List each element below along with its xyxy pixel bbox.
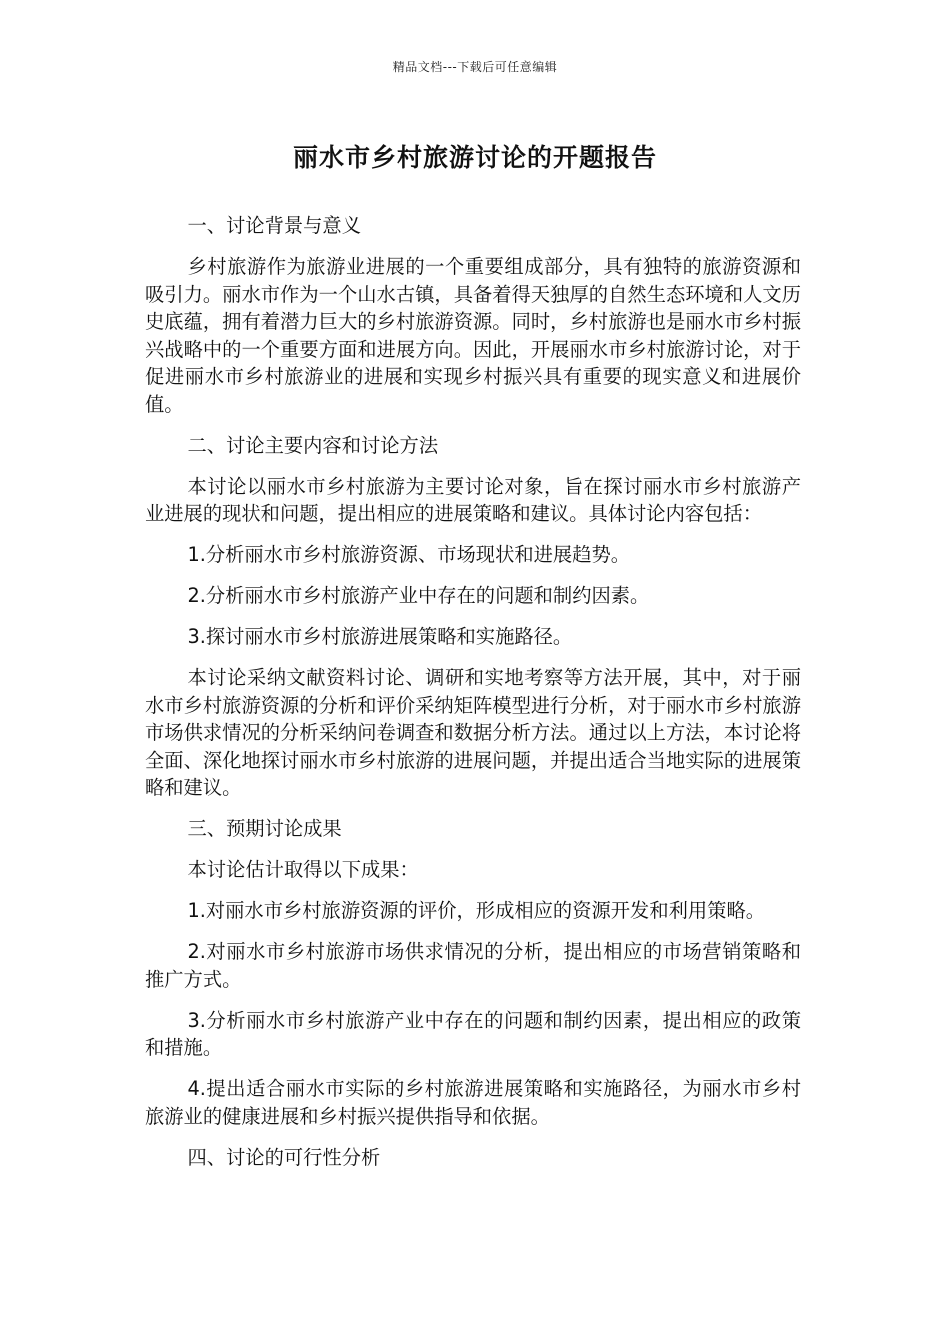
- section-heading-content-methods: 二、讨论主要内容和讨论方法: [187, 433, 439, 457]
- paragraph-methods: 本讨论采纳文献资料讨论、调研和实地考察等方法开展，其中，对于丽水市乡村旅游资源的分析和评价采纳矩阵模型进行分析，对于丽水市乡村旅游市场供求情况的分析采纳问卷调查和数据分析方法。通过以上方法，本讨论将全面、深化地探讨丽水市乡村旅游的进展问题，并提出适合当地实际的进展策略和建议。: [145, 666, 801, 799]
- section-heading-background: 一、讨论背景与意义: [187, 214, 361, 237]
- list-item-content-3: 3.探讨丽水市乡村旅游进展策略和实施路径。: [187, 625, 573, 648]
- list-item-result-1: 1.对丽水市乡村旅游资源的评价，形成相应的资源开发和利用策略。: [187, 899, 766, 922]
- list-item-result-4: 4.提出适合丽水市实际的乡村旅游进展策略和实施路径，为丽水市乡村旅游业的健康进展和乡村振兴提供指导和依据。: [145, 1077, 801, 1128]
- document-title: 丽水市乡村旅游讨论的开题报告: [292, 143, 657, 172]
- section-heading-expected-results: 三、预期讨论成果: [187, 817, 342, 840]
- section-heading-feasibility: 四、讨论的可行性分析: [187, 1145, 381, 1169]
- paragraph-results-intro: 本讨论估计取得以下成果：: [187, 858, 419, 881]
- list-item-result-2: 2.对丽水市乡村旅游市场供求情况的分析，提出相应的市场营销策略和推广方式。: [145, 940, 801, 991]
- list-item-content-1: 1.分析丽水市乡村旅游资源、市场现状和进展趋势。: [187, 543, 631, 566]
- paragraph-content-intro: 本讨论以丽水市乡村旅游为主要讨论对象，旨在探讨丽水市乡村旅游产业进展的现状和问题，提出相应的进展策略和建议。具体讨论内容包括：: [145, 474, 801, 525]
- document-body: [145, 212, 801, 1185]
- list-item-content-2: 2.分析丽水市乡村旅游产业中存在的问题和制约因素。: [187, 584, 650, 607]
- header-note: 精品文档---下载后可任意编辑: [392, 60, 558, 74]
- paragraph-background: 乡村旅游作为旅游业进展的一个重要组成部分，具有独特的旅游资源和吸引力。丽水市作为一个山水古镇，具备着得天独厚的自然生态环境和人文历史底蕴，拥有着潜力巨大的乡村旅游资源。同时，乡村旅游也是丽水市乡村振兴战略中的一个重要方面和进展方向。因此，开展丽水市乡村旅游讨论，对于促进丽水市乡村旅游业的进展和实现乡村振兴具有重要的现实意义和进展价值。: [145, 255, 801, 416]
- list-item-result-3: 3.分析丽水市乡村旅游产业中存在的问题和制约因素，提出相应的政策和措施。: [145, 1008, 801, 1059]
